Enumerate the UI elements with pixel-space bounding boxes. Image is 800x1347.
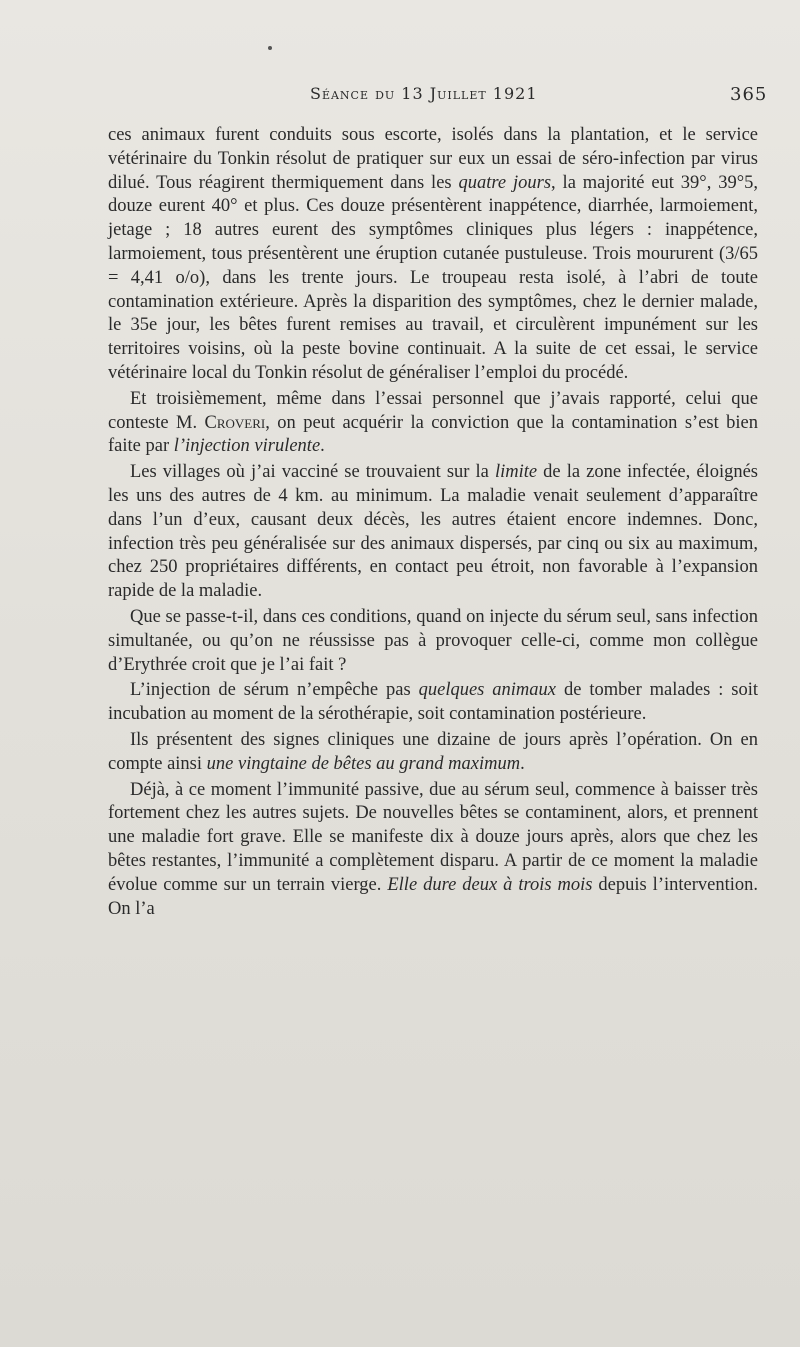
text-run: Ils présentent des signes cliniques une dizaine de jours après l’opération. On en compte ainsi	[108, 729, 758, 774]
paragraph	[108, 729, 758, 777]
paragraph	[108, 124, 758, 386]
print-speck	[268, 46, 272, 50]
smallcaps-text: Croveri	[204, 412, 266, 433]
text-run: de la zone infectée, éloignés les uns des autres de 4 km. au minimum. La maladie venait seulement d’apparaître dans l’un d’eux, causant deux décès, les autres étaient encore indemnes. Donc, infection très peu généralisée sur des animaux dispersés, par cinq ou six au maximum, chez 250 propriétaires différents, en contact peu étroit, non favorable à l’expansion rapide de la maladie.	[108, 462, 758, 602]
body-text	[108, 124, 758, 921]
page-header	[0, 84, 800, 114]
italic-text: quatre jours	[458, 172, 552, 193]
text-run: depuis l’intervention. On l’a	[108, 874, 758, 919]
paragraph	[108, 779, 758, 922]
paragraph	[108, 461, 758, 604]
italic-text: Elle dure deux à trois mois	[387, 874, 593, 895]
text-run: ces animaux furent conduits sous escorte, isolés dans la plantation, et le service vétérinaire du Tonkin résolut de pratiquer sur eux un essai de séro-infection par virus dilué. Tous réagirent thermiquement dans les	[108, 125, 758, 193]
italic-text: une vingtaine de bêtes au grand maximum	[206, 753, 521, 774]
italic-text: quelques animaux	[418, 680, 557, 701]
text-run: Et troisièmement, même dans l’essai personnel que j’avais rapporté, celui que conteste M.	[108, 388, 758, 433]
italic-text: limite	[494, 462, 538, 483]
text-run: .	[320, 436, 325, 457]
italic-text: l’injection virulente	[173, 436, 321, 457]
text-run: de tomber malades : soit incubation au moment de la sérothérapie, soit contamination postérieure.	[108, 680, 758, 725]
paragraph	[108, 388, 758, 459]
text-run: .	[520, 753, 525, 774]
page-number: 365	[730, 84, 768, 105]
text-run: L’injection de sérum n’empêche pas	[130, 680, 419, 701]
paragraph	[108, 606, 758, 677]
running-title: Séance du 13 Juillet 1921	[310, 84, 538, 103]
text-run: , la majorité eut 39°, 39°5, douze eurent 40° et plus. Ces douze présentèrent inappétence, diarrhée, larmoiement, jetage ; 18 autres eurent des symptômes cliniques plus légers : inappétence, larmoiement, tous présentèrent une éruption cutanée pustuleuse. Trois moururent (3/65 = 4,41 o/o), dans les trente jours. Le troupeau resta isolé, à l’abri de toute contamination extérieure. Après la disparition des symptômes, chez le dernier malade, le 35e jour, les bêtes furent remises au travail, et circulèrent impunément sur les territoires voisins, où la peste bovine continuait. A la suite de cet essai, le service vétérinaire local du Tonkin résolut de généraliser l’emploi du procédé.	[108, 172, 758, 383]
text-run: Les villages où j’ai vacciné se trouvaient sur la	[130, 462, 495, 483]
text-run: Que se passe-t-il, dans ces conditions, quand on injecte du sérum seul, sans infection simultanée, ou qu’on ne réussisse pas à provoquer celle-ci, comme mon collègue d’Erythrée croit que je l’ai fait ?	[108, 606, 758, 675]
text-run: Déjà, à ce moment l’immunité passive, due au sérum seul, commence à baisser très fortement chez les autres sujets. De nouvelles bêtes se contaminent, alors, et prennent une maladie fort grave. Elle se manifeste dix à douze jours après, alors que chez les bêtes restantes, l’immunité a complètement disparu. A partir de ce moment la maladie évolue comme sur un terrain vierge.	[108, 779, 758, 895]
text-run: , on peut acquérir la conviction que la contamination s’est bien faite par	[108, 412, 759, 457]
paragraph	[108, 679, 758, 727]
